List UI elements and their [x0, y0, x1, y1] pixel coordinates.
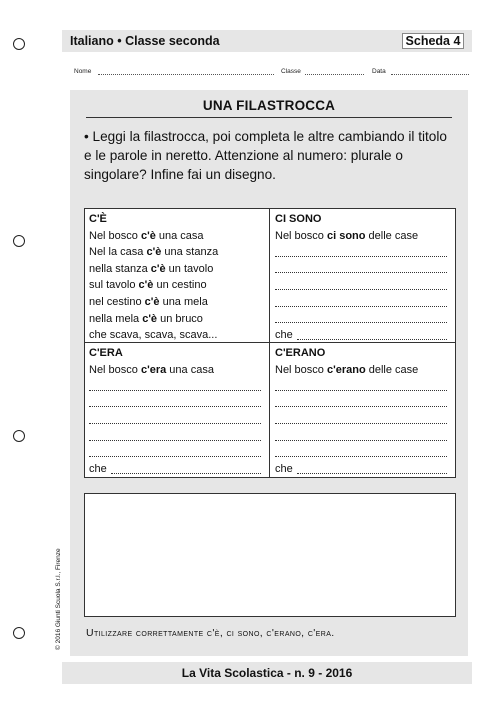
fill-in-line[interactable]	[275, 445, 451, 462]
table-divider-vertical	[269, 209, 270, 477]
poem-line: nella stanza c'è un tavolo	[89, 262, 214, 275]
fill-in-line[interactable]	[275, 311, 451, 328]
nome-label: Nome	[74, 68, 92, 75]
bottom-bar: La Vita Scolastica - n. 9 - 2016	[62, 662, 472, 684]
drawing-area[interactable]	[84, 493, 456, 617]
punch-hole	[13, 627, 25, 639]
bullet-icon: •	[84, 129, 89, 144]
worksheet-card	[70, 90, 468, 656]
cell-ci-sono	[275, 211, 451, 344]
poem-line: Nel bosco ci sono delle case	[275, 229, 419, 242]
classe-label: Classe	[281, 68, 301, 75]
poem-line: che scava, scava, scava...	[89, 329, 218, 342]
punch-hole	[13, 430, 25, 442]
scheda-badge: Scheda 4	[402, 33, 464, 49]
cell-cera	[89, 345, 265, 478]
punch-hole	[13, 38, 25, 50]
cell-heading: C'ERA	[89, 347, 123, 359]
poem-line: Nel bosco c'è una casa	[89, 229, 204, 242]
fill-in-line[interactable]	[275, 428, 451, 445]
che-line[interactable]: che	[89, 461, 265, 478]
che-line[interactable]: che	[275, 327, 451, 344]
fill-in-line[interactable]	[275, 378, 451, 395]
poem-line: Nel bosco c'erano delle case	[275, 363, 419, 376]
instructions	[84, 127, 456, 184]
footer-note: Utilizzare correttamente c'è, ci sono, c'erano, c'era.	[86, 627, 335, 639]
poem-line: sul tavolo c'è un cestino	[89, 279, 207, 292]
poem-line: nella mela c'è un bruco	[89, 312, 203, 325]
copyright-text: © 2016 Giunti Scuola S.r.l., Firenze	[55, 548, 62, 650]
nome-field[interactable]	[98, 74, 274, 75]
fill-in-line[interactable]	[89, 445, 265, 462]
fill-in-line[interactable]	[275, 244, 451, 261]
fill-in-line[interactable]	[89, 378, 265, 395]
title-divider	[86, 117, 452, 118]
data-field[interactable]	[391, 74, 469, 75]
cell-heading: CI SONO	[275, 213, 322, 225]
punch-hole	[13, 235, 25, 247]
poem-line: Nel la casa c'è una stanza	[89, 246, 219, 259]
fill-in-line[interactable]	[275, 277, 451, 294]
data-label: Data	[372, 68, 386, 75]
poem-line: nel cestino c'è una mela	[89, 295, 208, 308]
cell-heading: C'È	[89, 213, 107, 225]
fill-in-line[interactable]	[275, 294, 451, 311]
exercise-table	[84, 208, 456, 478]
cell-ce	[89, 211, 218, 344]
fill-in-line[interactable]	[89, 411, 265, 428]
cell-cerano	[275, 345, 451, 478]
fill-in-line[interactable]	[275, 261, 451, 278]
cell-heading: C'ERANO	[275, 347, 326, 359]
header-subject: Italiano • Classe seconda	[70, 34, 220, 48]
che-line[interactable]: che	[275, 461, 451, 478]
fill-in-line[interactable]	[275, 395, 451, 412]
header-bar	[62, 30, 472, 52]
instructions-text: Leggi la filastrocca, poi completa le altre cambiando il titolo e le parole in neretto. Attenzione al numero: plurale o singolare? Infine fai un disegno.	[84, 129, 447, 182]
page-title: UNA FILASTROCCA	[202, 98, 336, 113]
classe-field[interactable]	[305, 74, 364, 75]
poem-line: Nel bosco c'era una casa	[89, 363, 214, 376]
fill-in-line[interactable]	[89, 428, 265, 445]
fill-in-line[interactable]	[89, 395, 265, 412]
fill-in-line[interactable]	[275, 411, 451, 428]
